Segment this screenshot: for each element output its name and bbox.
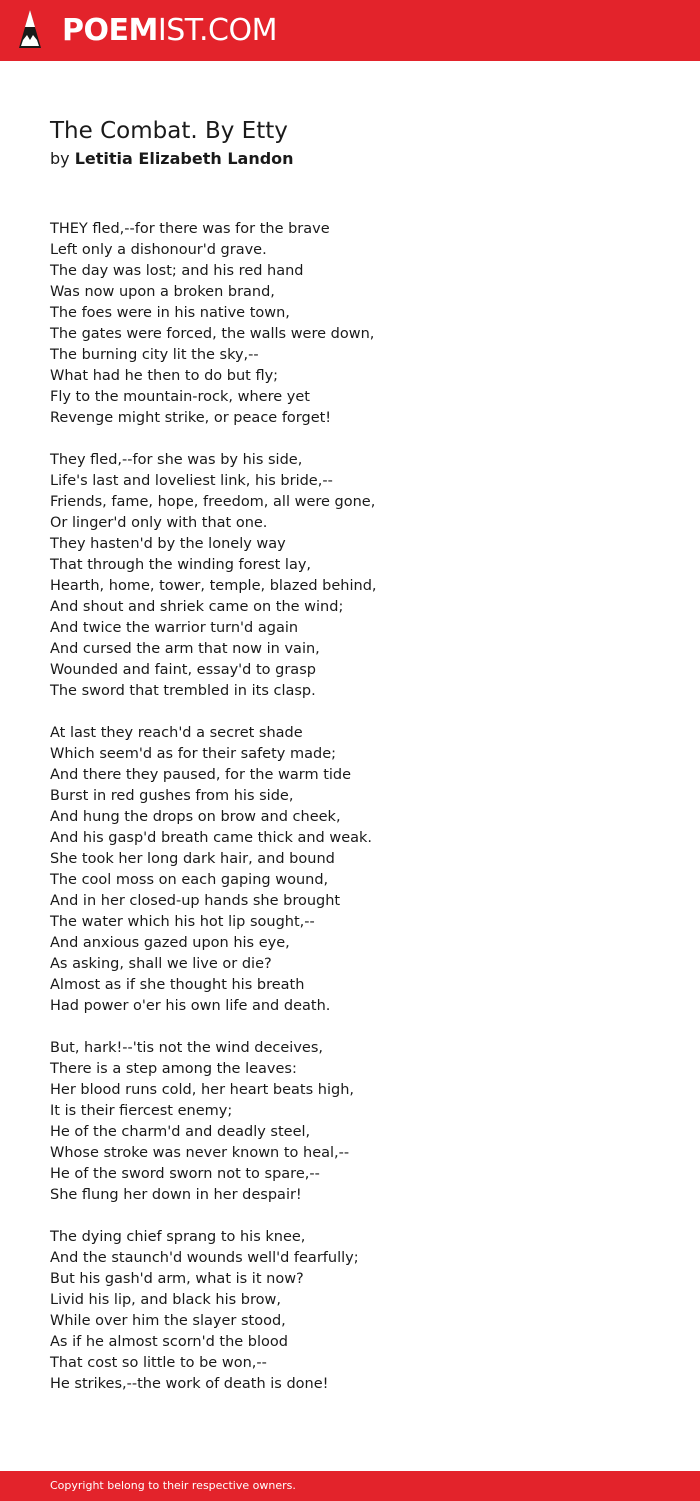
poem-line: Had power o'er his own life and death.: [50, 998, 331, 1014]
poem-line: The gates were forced, the walls were down,: [50, 326, 375, 342]
poem-title: The Combat. By Etty: [50, 118, 288, 144]
poem-line: Or linger'd only with that one.: [50, 515, 268, 531]
poem-line: As if he almost scorn'd the blood: [50, 1334, 288, 1350]
brand-name-bold: POEM: [62, 13, 158, 48]
poem-line: Left only a dishonour'd grave.: [50, 242, 267, 258]
copyright-notice: Copyright belong to their respective owners.: [50, 1479, 296, 1492]
poem-line: While over him the slayer stood,: [50, 1313, 286, 1329]
poem-line: The sword that trembled in its clasp.: [50, 683, 316, 699]
poem-line: And twice the warrior turn'd again: [50, 620, 299, 636]
poem-byline: [50, 148, 294, 170]
poem-line: Life's last and loveliest link, his bride,--: [50, 473, 333, 489]
poem-line: At last they reach'd a secret shade: [50, 725, 303, 741]
poem-line: And in her closed-up hands she brought: [50, 893, 341, 909]
pencil-icon[interactable]: [17, 8, 43, 52]
poem-stanza: [50, 219, 670, 429]
poem-line: As asking, shall we live or die?: [50, 956, 272, 972]
poem-line: THEY fled,--for there was for the brave: [50, 221, 330, 237]
poem-line: He of the charm'd and deadly steel,: [50, 1124, 311, 1140]
poem-line: Friends, fame, hope, freedom, all were gone,: [50, 494, 376, 510]
poem-line: Burst in red gushes from his side,: [50, 788, 294, 804]
poem-line: What had he then to do but fly;: [50, 368, 279, 384]
poem-line: And the staunch'd wounds well'd fearfully;: [50, 1250, 359, 1266]
poem-line: They hasten'd by the lonely way: [50, 536, 286, 552]
by-label: by: [50, 149, 70, 168]
poem-line: And hung the drops on brow and cheek,: [50, 809, 341, 825]
poem-line: The day was lost; and his red hand: [50, 263, 304, 279]
poem-line: The cool moss on each gaping wound,: [50, 872, 329, 888]
poem-line: The foes were in his native town,: [50, 305, 290, 321]
poem-line: But his gash'd arm, what is it now?: [50, 1271, 304, 1287]
poem-line: He strikes,--the work of death is done!: [50, 1376, 329, 1392]
poem-line: And cursed the arm that now in vain,: [50, 641, 320, 657]
author-name[interactable]: Letitia Elizabeth Landon: [74, 149, 294, 168]
poem-line: Wounded and faint, essay'd to grasp: [50, 662, 316, 678]
poem-line: And his gasp'd breath came thick and weak.: [50, 830, 373, 846]
site-logo[interactable]: [62, 13, 277, 49]
poem-line: Her blood runs cold, her heart beats high,: [50, 1082, 354, 1098]
site-header: [0, 0, 700, 61]
brand-name-light: IST.COM: [157, 13, 277, 48]
poem-line: Which seem'd as for their safety made;: [50, 746, 336, 762]
poem-stanza: [50, 1227, 670, 1395]
poem-line: The burning city lit the sky,--: [50, 347, 259, 363]
poem-line: He of the sword sworn not to spare,--: [50, 1166, 320, 1182]
poem-line: The dying chief sprang to his knee,: [50, 1229, 306, 1245]
poem-line: It is their fiercest enemy;: [50, 1103, 233, 1119]
poem-line: The water which his hot lip sought,--: [50, 914, 315, 930]
poem-stanza: [50, 1038, 670, 1206]
poem-line: And shout and shriek came on the wind;: [50, 599, 344, 615]
poem-line: And there they paused, for the warm tide: [50, 767, 352, 783]
poem-line: Revenge might strike, or peace forget!: [50, 410, 332, 426]
poem-line: Almost as if she thought his breath: [50, 977, 305, 993]
poem-line: That cost so little to be won,--: [50, 1355, 267, 1371]
poem-line: They fled,--for she was by his side,: [50, 452, 303, 468]
poem-line: Fly to the mountain-rock, where yet: [50, 389, 310, 405]
poem-line: There is a step among the leaves:: [50, 1061, 297, 1077]
poem-line: Hearth, home, tower, temple, blazed behind,: [50, 578, 377, 594]
poem-line: And anxious gazed upon his eye,: [50, 935, 290, 951]
poem-stanza: [50, 450, 670, 702]
site-footer: [0, 1471, 700, 1501]
poem-line: That through the winding forest lay,: [50, 557, 312, 573]
poem-line: She flung her down in her despair!: [50, 1187, 302, 1203]
poem-line: Livid his lip, and black his brow,: [50, 1292, 281, 1308]
poem-body: [50, 219, 670, 1416]
poem-line: She took her long dark hair, and bound: [50, 851, 335, 867]
poem-line: Whose stroke was never known to heal,--: [50, 1145, 350, 1161]
poem-stanza: [50, 723, 670, 1017]
poem-line: But, hark!--'tis not the wind deceives,: [50, 1040, 323, 1056]
poem-line: Was now upon a broken brand,: [50, 284, 275, 300]
